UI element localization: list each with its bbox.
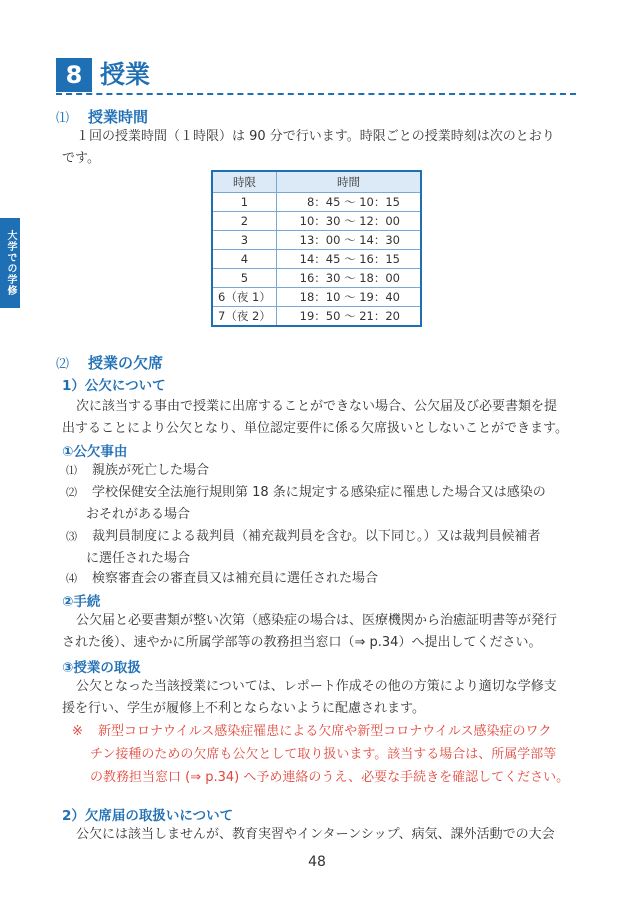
table-header-row xyxy=(212,171,421,193)
sub2-heading: 2）欠席届の取扱いについて xyxy=(62,808,234,824)
table-row xyxy=(212,250,421,269)
period-cell: 7（夜 2） xyxy=(212,307,276,327)
period-cell: 5 xyxy=(212,269,276,288)
table-row xyxy=(212,193,421,212)
handling-line1: 公欠となった当該授業については、レポート作成その他の方策により適切な学修支 xyxy=(76,679,557,694)
reason-item xyxy=(66,568,576,590)
table-row xyxy=(212,231,421,250)
section1-para-line2: です。 xyxy=(62,151,100,166)
note-line2: チン接種のための欠席も公欠として取り扱います。該当する場合は、所属学部等 xyxy=(90,747,557,762)
table-row xyxy=(212,288,421,307)
reason-number: ⑵ xyxy=(66,486,77,499)
time-cell: 14：45 〜 16：15 xyxy=(276,250,421,269)
side-tab: 大学での学修 xyxy=(0,218,20,308)
section2-title: 授業の欠席 xyxy=(88,354,164,372)
handling-paragraph xyxy=(62,676,576,720)
handling-line2: 援を行い、学生が履修上不利とならないように配慮されます。 xyxy=(62,701,425,716)
time-cell: 19：50 〜 21：20 xyxy=(276,307,421,327)
section1-title: 授業時間 xyxy=(88,108,149,126)
time-cell: 10：30 〜 12：00 xyxy=(276,212,421,231)
period-cell: 3 xyxy=(212,231,276,250)
table-row xyxy=(212,212,421,231)
procedure-heading: ②手続 xyxy=(62,594,101,610)
covid-note xyxy=(72,720,578,789)
period-cell: 4 xyxy=(212,250,276,269)
reasons-heading: ①公欠事由 xyxy=(62,444,128,460)
procedure-line1: 公欠届と必要書類が整い次第（感染症の場合は、医療機関から治癒証明書等が発行 xyxy=(76,613,558,628)
procedure-paragraph xyxy=(62,610,576,654)
reason-line1: 親族が死亡した場合 xyxy=(92,463,210,478)
chapter-rule xyxy=(56,93,576,95)
time-cell: 13：00 〜 14：30 xyxy=(276,231,421,250)
reason-item xyxy=(66,526,576,570)
table-header-period: 時限 xyxy=(212,171,276,193)
reason-number: ⑶ xyxy=(66,530,77,543)
reason-number: ⑴ xyxy=(66,464,77,477)
section2-number: ⑵ xyxy=(56,357,70,372)
note-mark: ※ xyxy=(72,724,83,739)
period-cell: 2 xyxy=(212,212,276,231)
time-cell: 8：45 〜 10：15 xyxy=(276,193,421,212)
procedure-line2: された後）、速やかに所属学部等の教務担当窓口（⇒ p.34）へ提出してください。 xyxy=(62,635,542,650)
reason-line1: 学校保健安全法施行規則第 18 条に規定する感染症に罹患した場合又は感染の xyxy=(92,485,546,500)
reason-line1: 検察審査会の審査員又は補充員に選任された場合 xyxy=(92,571,379,586)
sub1-para-line2: 出することにより公欠となり、単位認定要件に係る欠席扱いとしないことができます。 xyxy=(62,421,568,436)
page-number: 48 xyxy=(308,854,326,870)
table-row xyxy=(212,269,421,288)
section1-heading xyxy=(56,106,148,127)
sub1-heading: 1）公欠について xyxy=(62,378,166,394)
note-line3: の教務担当窓口 (⇒ p.34) へ予め連絡のうえ、必要な手続きを確認してください。 xyxy=(90,770,570,785)
reason-line2: に選任された場合 xyxy=(86,551,191,566)
chapter-heading xyxy=(56,56,576,96)
note-line1: 新型コロナウイルス感染症罹患による欠席や新型コロナウイルス感染症のワク xyxy=(98,724,552,739)
sub1-paragraph xyxy=(62,396,576,440)
reason-item xyxy=(66,482,576,526)
period-cell: 6（夜 1） xyxy=(212,288,276,307)
reason-item xyxy=(66,460,576,482)
class-period-table xyxy=(211,170,422,327)
table-row xyxy=(212,307,421,327)
section1-para-line1: １回の授業時間（１時限）は 90 分で行います。時限ごとの授業時刻は次のとおり xyxy=(76,129,555,144)
time-cell: 18：10 〜 19：40 xyxy=(276,288,421,307)
sub2-paragraph xyxy=(62,824,576,846)
section1-number: ⑴ xyxy=(56,111,70,126)
section1-paragraph xyxy=(62,126,576,170)
reason-number: ⑷ xyxy=(66,572,77,585)
time-cell: 16：30 〜 18：00 xyxy=(276,269,421,288)
sub1-para-line1: 次に該当する事由で授業に出席することができない場合、公欠届及び必要書類を提 xyxy=(76,399,558,414)
table-header-time: 時間 xyxy=(276,171,421,193)
reason-line2: おそれがある場合 xyxy=(86,507,191,522)
reason-line1: 裁判員制度による裁判員（補充裁判員を含む。以下同じ。）又は裁判員候補者 xyxy=(92,529,541,544)
chapter-number: 8 xyxy=(56,58,92,92)
period-cell: 1 xyxy=(212,193,276,212)
section2-heading xyxy=(56,352,163,373)
sub2-para-line1: 公欠には該当しませんが、教育実習やインターンシップ、病気、課外活動での大会 xyxy=(76,827,555,842)
chapter-title: 授業 xyxy=(100,60,151,89)
handling-heading: ③授業の取扱 xyxy=(62,660,141,676)
